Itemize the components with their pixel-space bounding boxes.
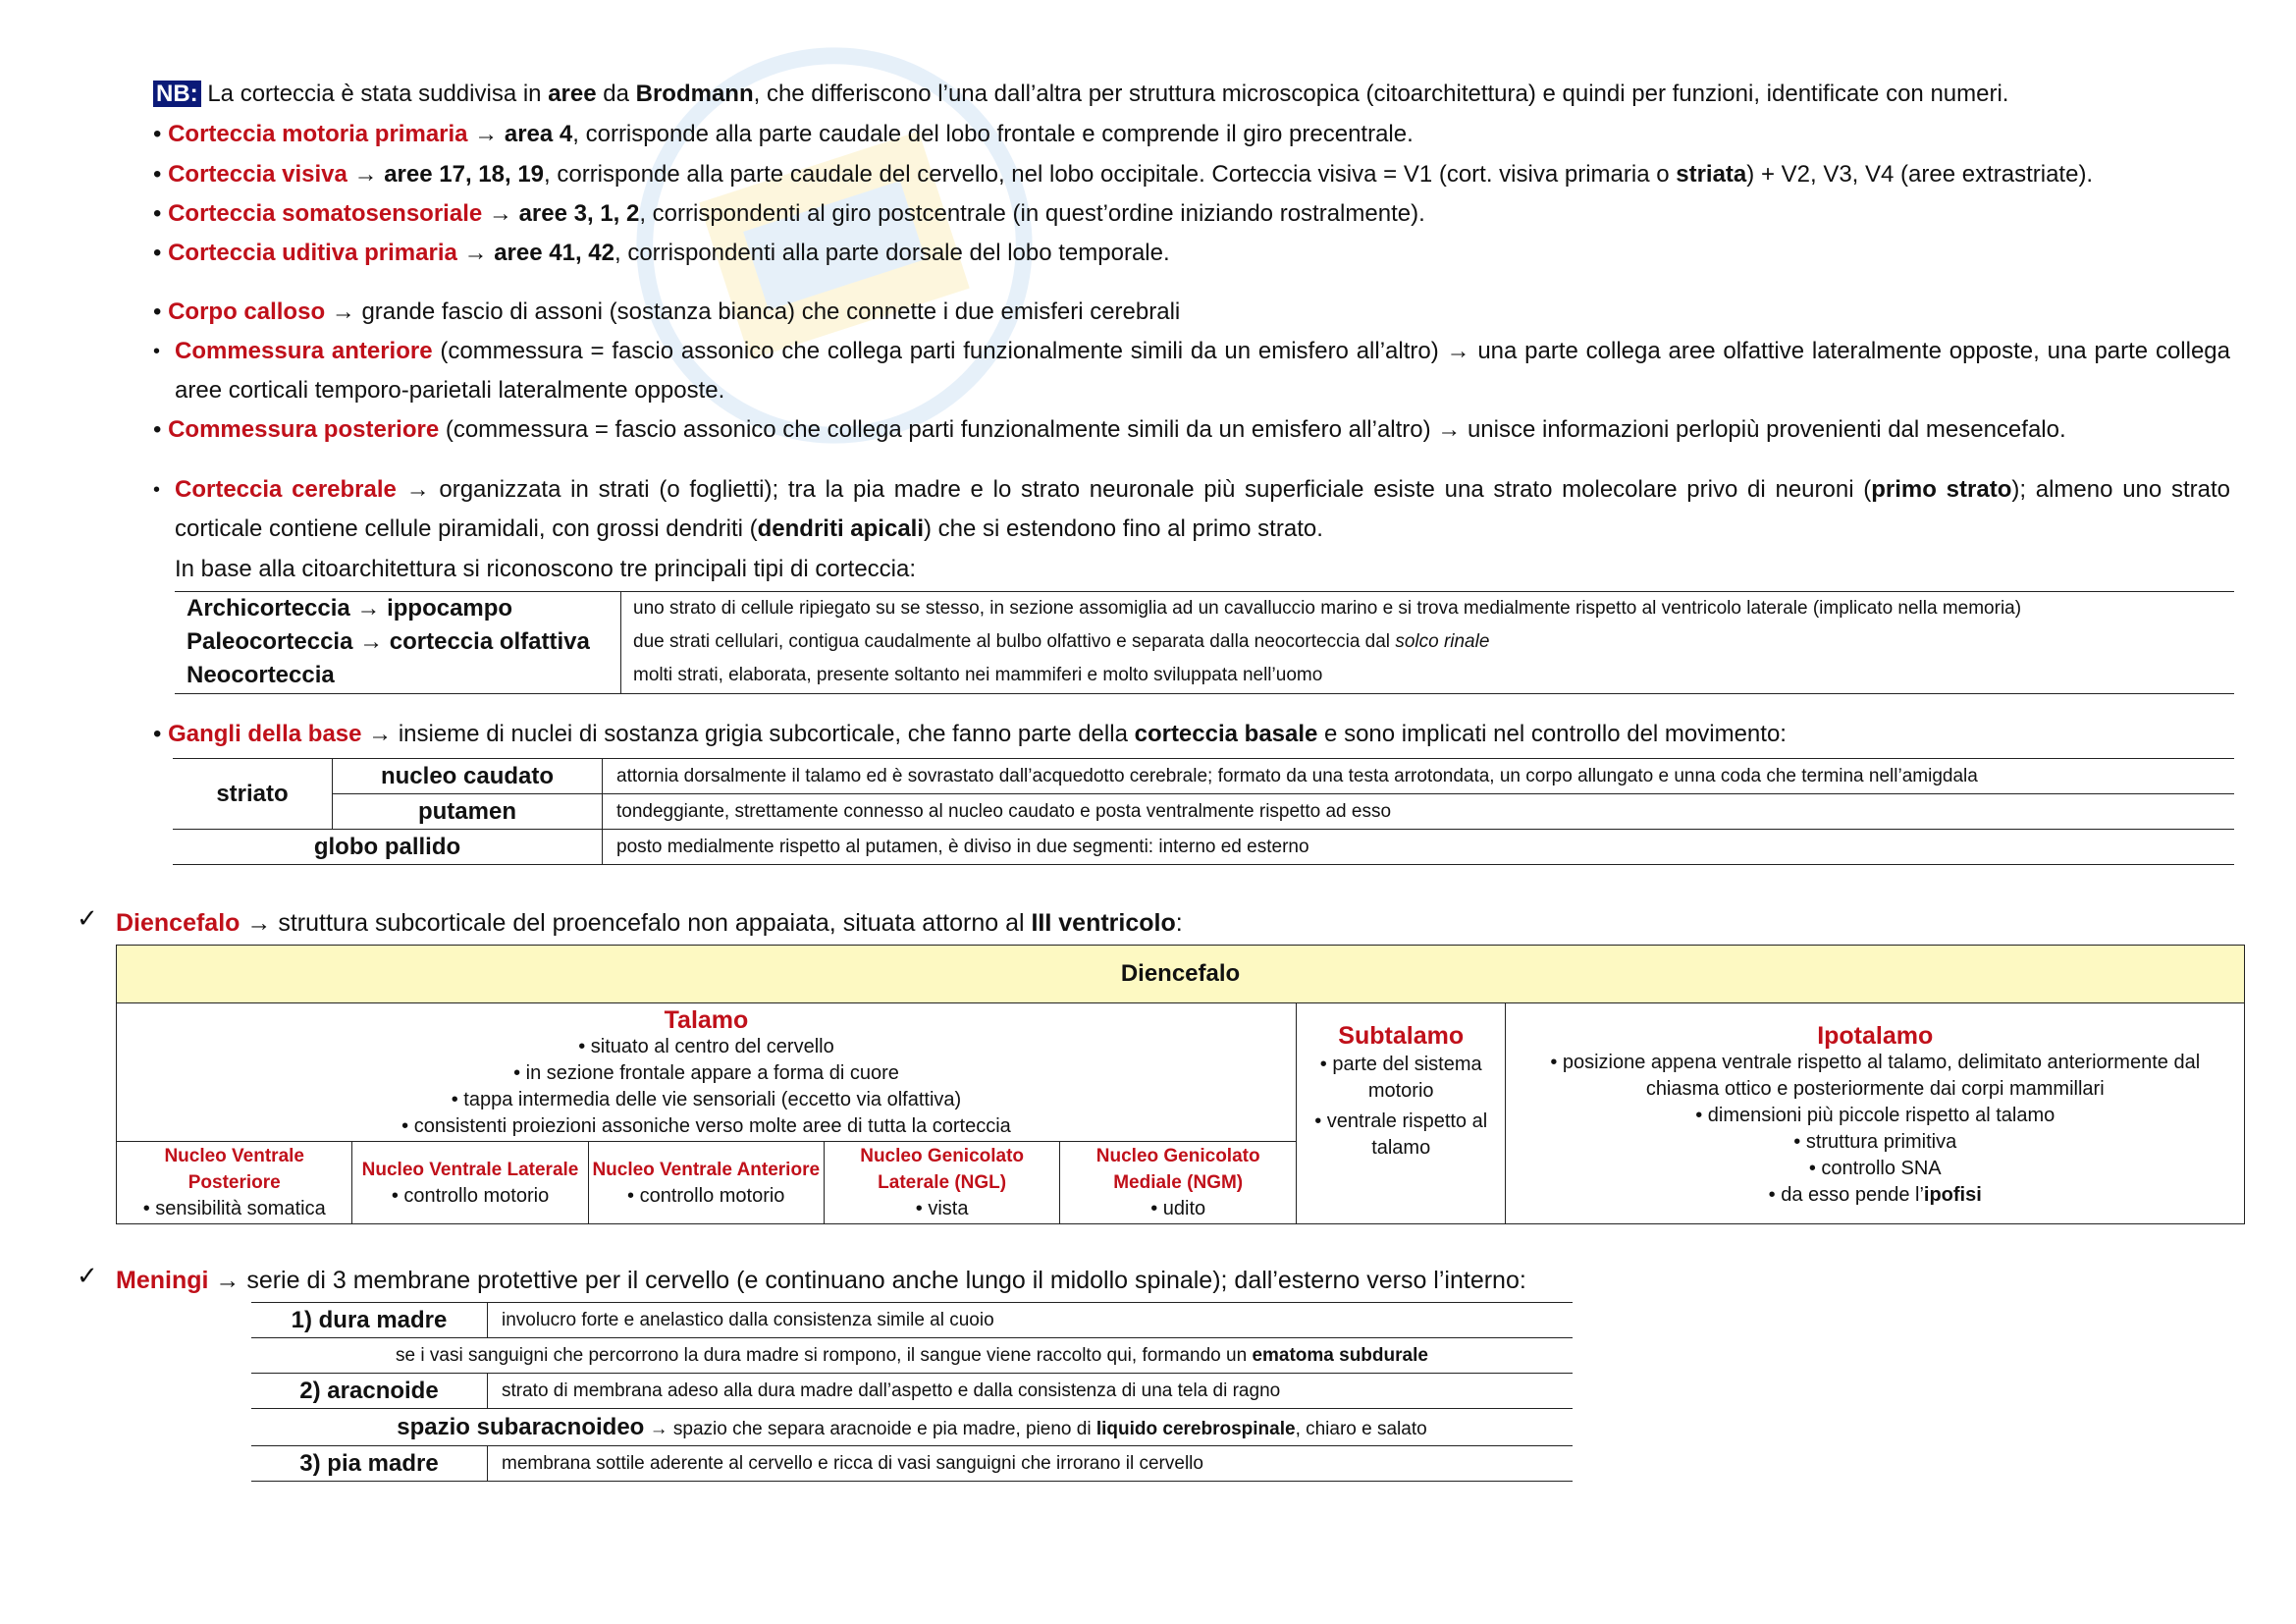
bullet-icon: • [153,479,161,501]
table-row: se i vasi sanguigni che percorrono la dura madre si rompono, il sangue viene raccolto qui, formando un ematoma subdurale [251,1338,1573,1374]
list-item: • Corteccia motoria primaria → area 4, corrisponde alla parte caudale del lobo frontale e comprende il giro precentrale. [153,121,1414,147]
nucleus-cell: Nucleo Ventrale Posteriore • sensibilità somatica [117,1142,352,1224]
nucleus-cell: Nucleo Ventrale Laterale • controllo motorio [352,1142,588,1224]
table-row: 2) aracnoide strato di membrana adeso alla dura madre dall’aspetto e dalla consistenza di una tela di ragno [251,1374,1573,1409]
talamo-cell: Talamo • situato al centro del cervello • in sezione frontale appare a forma di cuore • tappa intermedia delle vie sensoriali (eccetto via olfattiva) • consistenti proiezioni assoniche verso molte aree di tutta la corteccia [117,1003,1297,1142]
subtalamo-cell: Subtalamo • parte del sistema motorio • ventrale rispetto al talamo [1296,1003,1506,1224]
basal-ganglia-table [173,758,2234,865]
table-row: 3) pia madre membrana sottile aderente al cervello e ricca di vasi sanguigni che irrorano il cervello [251,1446,1573,1482]
table-header-row: Diencefalo [117,946,2245,1003]
bullet-icon: • [153,416,162,443]
table-row: Archicorteccia → ippocampo uno strato di cellule ripiegato su se stesso, in sezione assomiglia ad un cavalluccio marino e si trova medialmente rispetto al ventricolo laterale (implicato nella memoria) [175,592,2234,625]
table-row [117,1003,2245,1142]
cortex-types-intro: In base alla citoarchitettura si riconoscono tre principali tipi di corteccia: [175,556,917,582]
bullet-icon: • [153,341,161,362]
list-item: • Commessura posteriore (commessura = fascio assonico che collega parti funzionalmente simili da un emisfero all’altro) → unisce informazioni perlopiù provenienti dal mesencefalo. [153,416,2066,443]
basal-ganglia-line: • Gangli della base → insieme di nuclei di sostanza grigia subcorticale, che fanno parte della corteccia basale e sono implicati nel controllo del movimento: [153,721,1787,747]
bullet-icon: • [153,298,162,325]
nucleus-cell: Nucleo Ventrale Anteriore • controllo motorio [588,1142,824,1224]
cerebral-cortex-paragraph: Corteccia cerebrale → organizzata in strati (o foglietti); tra la pia madre e lo strato neuronale più superficiale esiste una strato molecolare privo di neuroni (primo strato); almeno uno strato corticale contiene cellule piramidali, con grossi dendriti (dendriti apicali) che si estendono fino al primo strato. [175,476,2231,542]
ipotalamo-cell: Ipotalamo • posizione appena ventrale rispetto al talamo, delimitato anteriormente dal chiasma ottico e posteriormente dai corpi mammillari • dimensioni più piccole rispetto al talamo • struttura primitiva • controllo SNA • da esso pende l’ipofisi [1506,1003,2245,1224]
diencefalo-line: Diencefalo → struttura subcorticale del proencefalo non appaiata, situata attorno al III ventricolo: [116,909,1183,937]
table-row: spazio subaracnoideo → spazio che separa aracnoide e pia madre, pieno di liquido cerebrospinale, chiaro e salato [251,1409,1573,1446]
intro-line: NB: La corteccia è stata suddivisa in aree da Brodmann, che differiscono l’una dall’altra per struttura microscopica (citoarchitettura) e quindi per funzioni, identificate con numeri. [153,75,2008,114]
cortex-types-table [175,591,2234,694]
table-row: 1) dura madre involucro forte e anelastico dalla consistenza simile al cuoio [251,1303,1573,1338]
meningi-line: Meningi → serie di 3 membrane protettive per il cervello (e continuano anche lungo il midollo spinale); dall’esterno verso l’interno: [116,1267,1526,1294]
nucleus-cell: Nucleo Genicolato Mediale (NGM) • udito [1060,1142,1297,1224]
list-item: Commessura anteriore (commessura = fascio assonico che collega parti funzionalmente simili da un emisfero all’altro) → una parte collega aree olfattive lateralmente opposte, una parte collega aree corticali temporo-parietali lateralmente opposte. [175,338,2231,404]
bullet-icon: • [153,121,162,147]
checkmark-icon: ✓ [77,1261,98,1290]
bullet-icon: • [153,240,162,266]
table-row: globo pallido posto medialmente rispetto al putamen, è diviso in due segmenti: interno ed esterno [173,830,2234,865]
nucleus-cell: Nucleo Genicolato Laterale (NGL) • vista [824,1142,1060,1224]
nb-badge: NB: [153,81,201,107]
list-item: • Corpo calloso → grande fascio di assoni (sostanza bianca) che connette i due emisferi cerebrali [153,298,1181,325]
bullet-icon: • [153,200,162,227]
list-item: • Corteccia visiva → aree 17, 18, 19, corrisponde alla parte caudale del cervello, nel lobo occipitale. Corteccia visiva = V1 (cort. visiva primaria o striata) + V2, V3, V4 (aree extrastriate). [153,161,2094,188]
table-row: putamen tondeggiante, strettamente connesso al nucleo caudato e posta ventralmente rispetto ad esso [173,794,2234,830]
meningi-table [251,1302,1573,1482]
table-row: striato nucleo caudato attornia dorsalmente il talamo ed è sovrastato dall’acquedotto cerebrale; formato da una testa arrotondata, un corpo allungato e unna coda che termina nell’amigdala [173,759,2234,794]
list-item: • Corteccia somatosensoriale → aree 3, 1, 2, corrispondenti al giro postcentrale (in quest’ordine iniziando rostralmente). [153,200,1425,227]
bullet-icon: • [153,161,162,188]
diencefalo-table [116,945,2245,1224]
table-row: Neocorteccia molti strati, elaborata, presente soltanto nei mammiferi e molto sviluppata nell’uomo [175,659,2234,694]
checkmark-icon: ✓ [77,903,98,933]
table-row: Paleocorteccia → corteccia olfattiva due strati cellulari, contigua caudalmente al bulbo olfattivo e separata dalla neocorteccia dal solco rinale [175,625,2234,659]
list-item: • Corteccia uditiva primaria → aree 41, 42, corrispondenti alla parte dorsale del lobo temporale. [153,240,1170,266]
bullet-icon: • [153,721,162,747]
